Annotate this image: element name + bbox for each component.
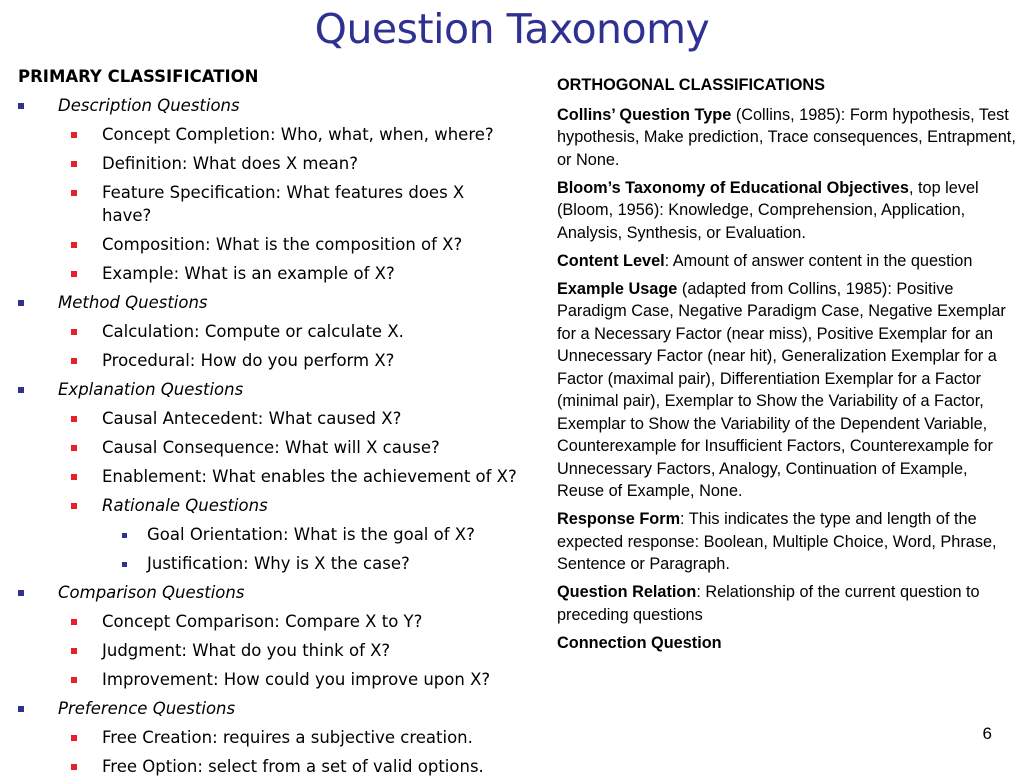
list-item (18, 552, 550, 575)
bullet-icon (71, 503, 77, 509)
question-relation (557, 581, 1019, 626)
list-item (18, 320, 550, 343)
bullet-icon (122, 562, 127, 567)
bullet-icon (71, 474, 77, 480)
page-number: 6 (982, 724, 992, 743)
item-text: Composition: What is the composition of X? (102, 235, 463, 254)
list-item (18, 262, 550, 285)
item-text: Concept Comparison: Compare X to Y? (102, 612, 423, 631)
subcategory-label: Rationale Questions (102, 496, 268, 515)
item-text: Judgment: What do you think of X? (102, 641, 391, 660)
connection-question (557, 632, 1019, 655)
term: Connection Question (557, 633, 722, 652)
category-label: Explanation Questions (58, 380, 244, 399)
bullet-icon (18, 300, 24, 306)
bullet-icon (18, 590, 24, 596)
bullet-icon (122, 533, 127, 538)
bullet-icon (71, 648, 77, 654)
bullet-icon (71, 735, 77, 741)
content-level (557, 250, 1019, 273)
list-item (18, 152, 550, 175)
bullet-icon (71, 271, 77, 277)
item-text: Improvement: How could you improve upon X? (102, 670, 491, 689)
category-label: Description Questions (58, 96, 240, 115)
list-item (18, 233, 550, 256)
bullet-icon (71, 132, 77, 138)
category-preference (18, 697, 550, 720)
term: Response Form (557, 510, 681, 528)
item-text: Free Creation: requires a subjective creation. (102, 728, 473, 747)
response-form (557, 508, 1019, 576)
primary-classification (18, 66, 550, 784)
category-method (18, 291, 550, 314)
item-text: Example: What is an example of X? (102, 264, 395, 283)
bullet-icon (18, 706, 24, 712)
item-text: Justification: Why is X the case? (147, 554, 410, 573)
bullet-icon (71, 242, 77, 248)
bullet-icon (71, 445, 77, 451)
orthogonal-classifications (557, 74, 1019, 660)
category-label: Preference Questions (58, 699, 236, 718)
bullet-icon (71, 358, 77, 364)
list-item (18, 123, 550, 146)
slide-title: Question Taxonomy (314, 5, 710, 53)
term: Collins’ Question Type (557, 105, 732, 124)
item-text: Procedural: How do you perform X? (102, 351, 395, 370)
orthogonal-heading: ORTHOGONAL CLASSIFICATIONS (557, 76, 826, 94)
description: : Relationship of the current question to preceding questions (557, 583, 980, 624)
bullet-icon (71, 764, 77, 770)
list-item (18, 755, 550, 778)
list-item (18, 407, 550, 430)
item-text: Causal Antecedent: What caused X? (102, 409, 402, 428)
list-item (18, 523, 550, 546)
list-item (18, 668, 550, 691)
description: : Amount of answer content in the question (664, 251, 973, 270)
list-item (18, 349, 550, 372)
term: Example Usage (557, 279, 678, 298)
bullet-icon (71, 329, 77, 335)
term: Content Level (557, 251, 665, 270)
item-text: Causal Consequence: What will X cause? (102, 438, 440, 457)
example-usage (557, 278, 1019, 503)
bullet-icon (71, 677, 77, 683)
subcategory-rationale (18, 494, 550, 517)
category-label: Method Questions (58, 293, 208, 312)
blooms-taxonomy (557, 177, 1019, 245)
list-item (18, 610, 550, 633)
list-item (18, 181, 497, 227)
bullet-icon (71, 619, 77, 625)
item-text: Calculation: Compute or calculate X. (102, 322, 404, 341)
description: , top level (Bloom, 1956): Knowledge, Comprehension, Application, Analysis, Synthesis, or Evaluation. (557, 178, 979, 242)
bullet-icon (71, 416, 77, 422)
description: : This indicates the type and length of the expected response: Boolean, Multiple Choice, Word, Phrase, Sentence or Paragraph. (557, 510, 997, 573)
list-item (18, 465, 550, 488)
category-description (18, 94, 550, 117)
item-text: Feature Specification: What features does X have? (102, 183, 465, 225)
category-comparison (18, 581, 550, 604)
list-item (18, 436, 550, 459)
description: (Collins, 1985): Form hypothesis, Test hypothesis, Make prediction, Trace consequences, Entrapment, or None. (557, 105, 1016, 169)
bullet-icon (18, 103, 24, 109)
collins-question-type (557, 104, 1019, 172)
item-text: Enablement: What enables the achievement of X? (102, 467, 517, 486)
item-text: Goal Orientation: What is the goal of X? (147, 525, 475, 544)
bullet-icon (71, 190, 77, 196)
bullet-icon (18, 387, 24, 393)
list-item (18, 726, 550, 749)
item-text: Definition: What does X mean? (102, 154, 358, 173)
list-item (18, 639, 550, 662)
category-label: Comparison Questions (58, 583, 245, 602)
item-text: Concept Completion: Who, what, when, where? (102, 125, 494, 144)
term: Bloom’s Taxonomy of Educational Objectives (557, 178, 909, 197)
term: Question Relation (557, 583, 697, 601)
primary-heading: PRIMARY CLASSIFICATION (18, 67, 259, 86)
bullet-icon (71, 161, 77, 167)
category-explanation (18, 378, 550, 401)
item-text: Free Option: select from a set of valid options. (102, 757, 484, 776)
description: (adapted from Collins, 1985): Positive Paradigm Case, Negative Paradigm Case, Negative Exemplar for a Necessary Factor (near miss), Positive Exemplar for an Unnecessary Factor (near hit), Generalization Exemplar for a Factor (maximal pair), Differentiation Exemplar for a Factor (minimal pair), Exemplar to Show the Variability of a Factor, Exemplar to Show the Variability of the Dependent Variable, Counterexample for Insufficient Factors, Counterexample for Unnecessary Factors, Analogy, Continuation of Example, Reuse of Example, None. (557, 279, 1006, 500)
